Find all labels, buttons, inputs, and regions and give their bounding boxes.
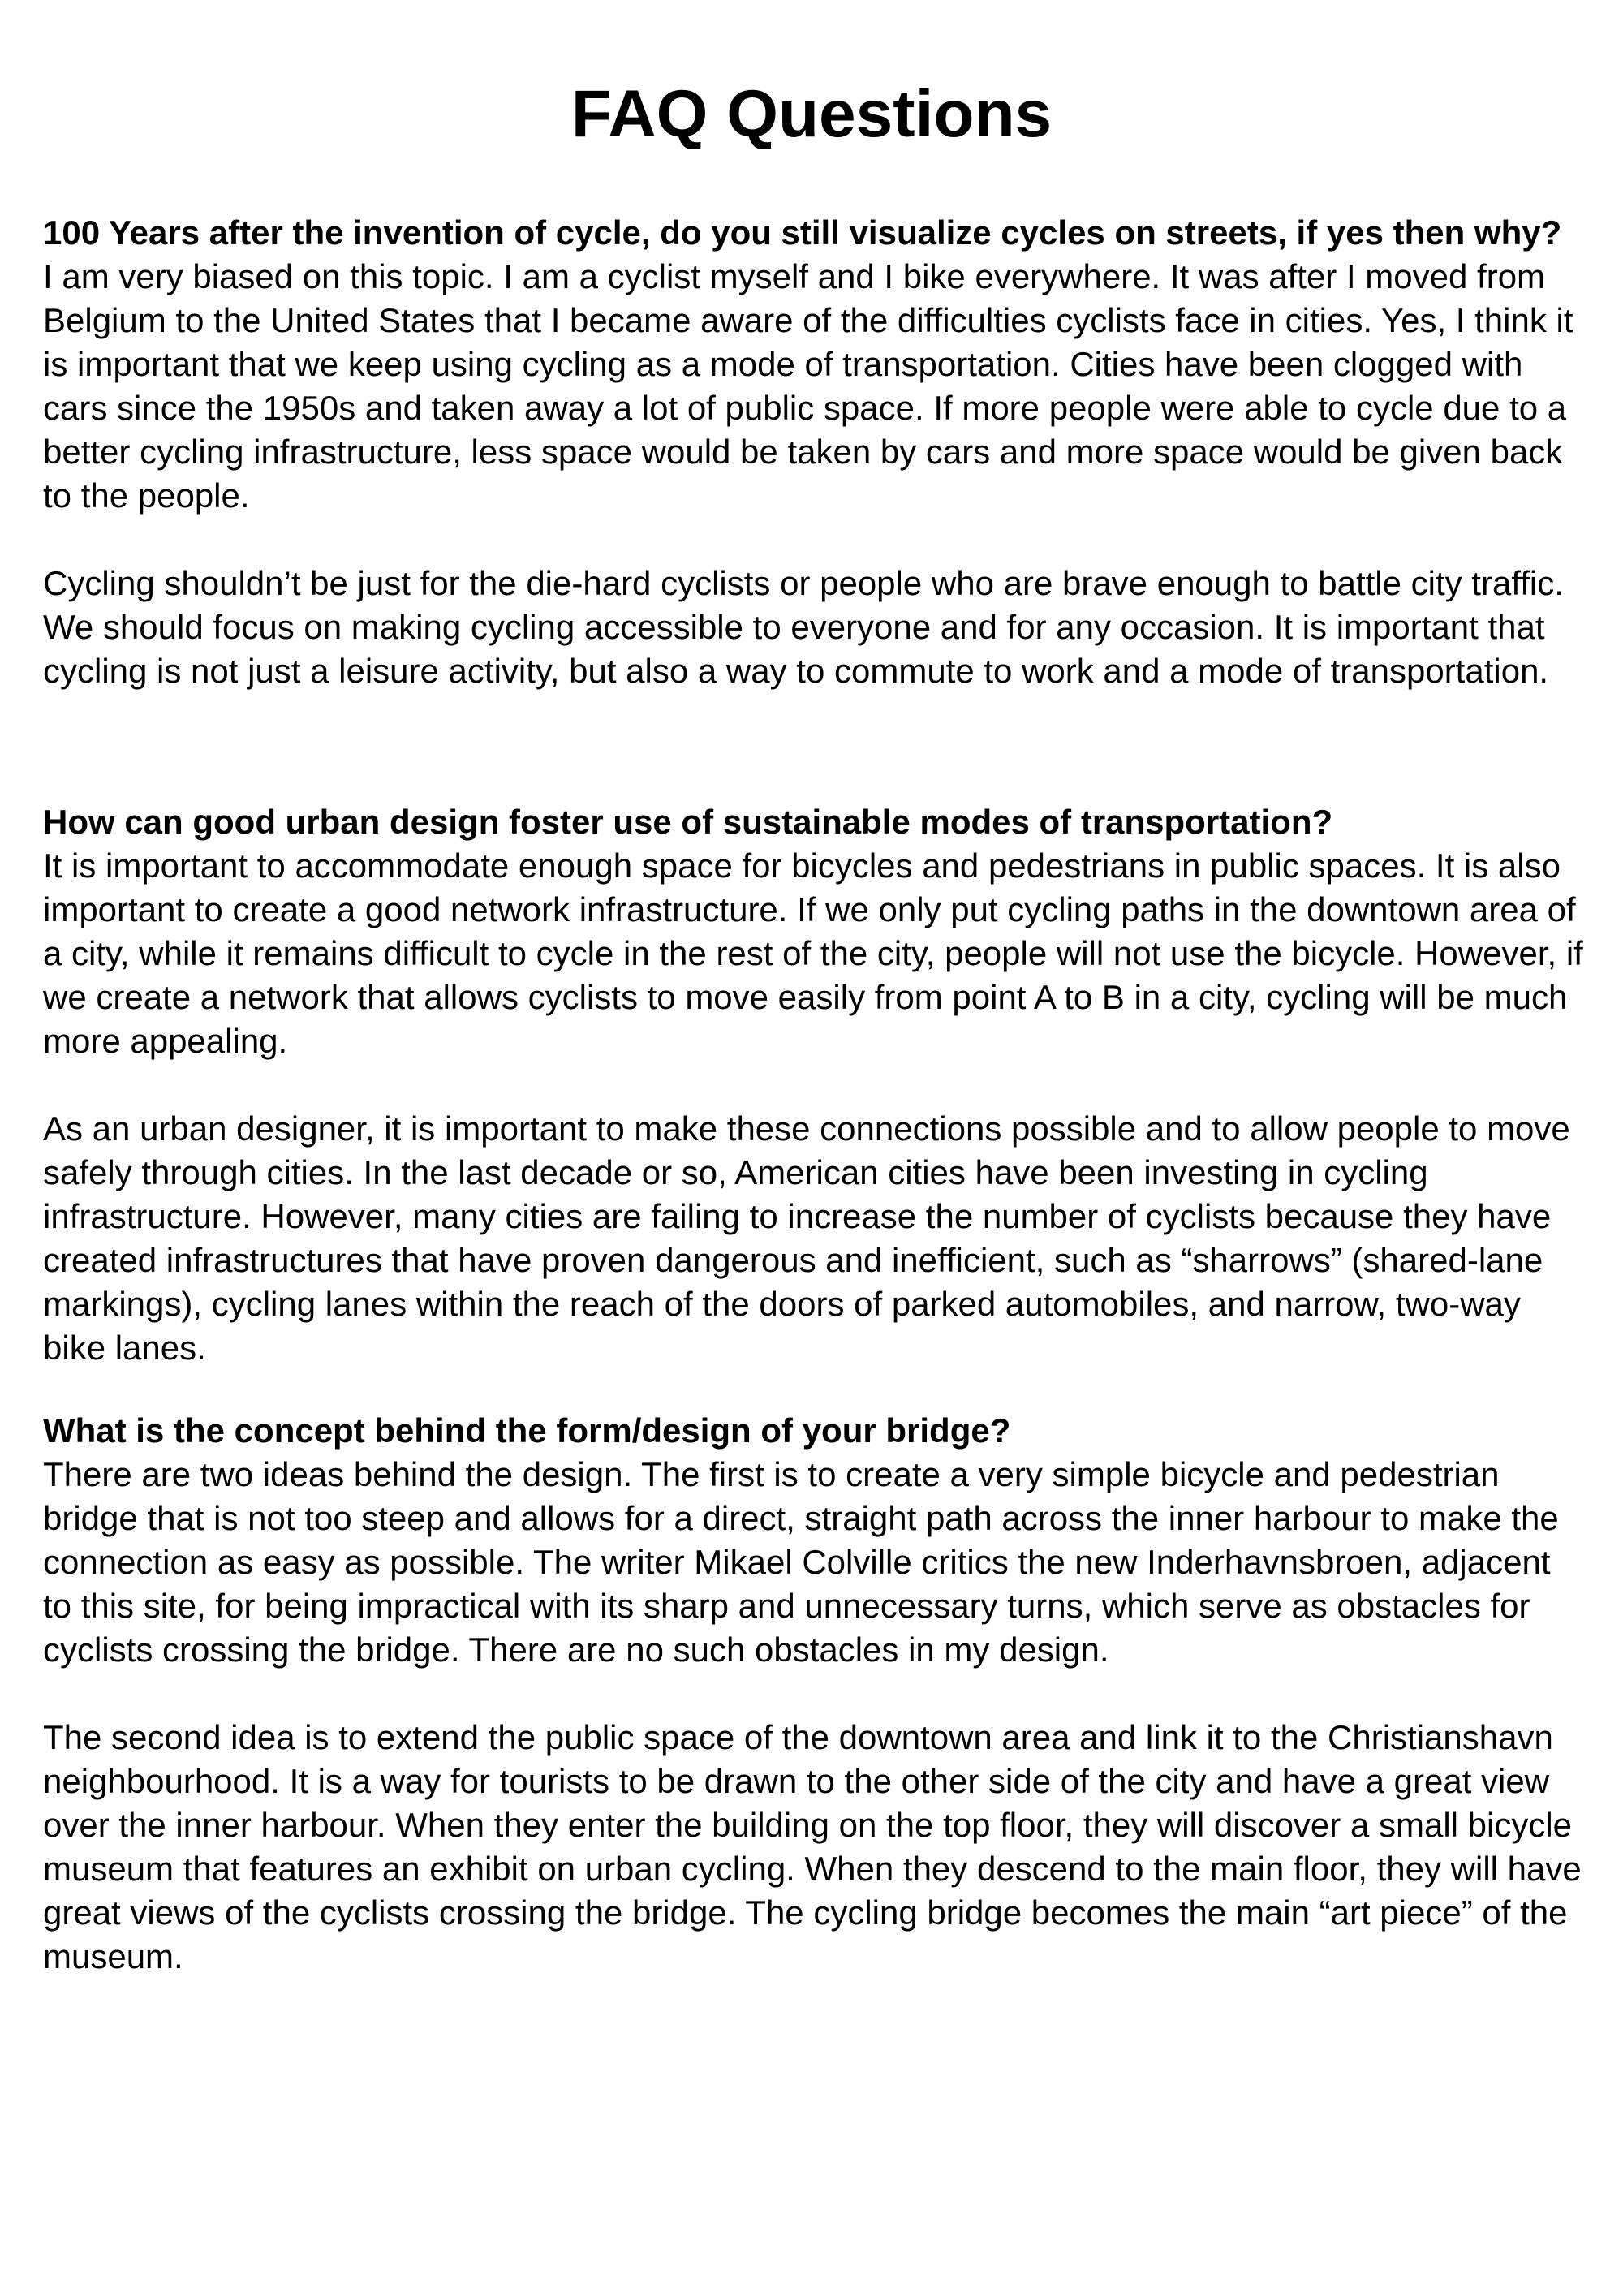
faq-item — [43, 211, 1585, 693]
faq-answer-paragraph: Cycling shouldn’t be just for the die-hard cyclists or people who are brave enough to battle city traffic. We should focus on making cycling accessible to everyone and for any occasion. It is important that cycling is not just a leisure activity, but also a way to commute to work and a mode of transportation. — [43, 564, 1564, 690]
faq-answer-paragraph: The second idea is to extend the public space of the downtown area and link it to the Christianshavn neighbourhood. It is a way for tourists to be drawn to the other side of the city and have a great view over the inner harbour. When they enter the building on the top floor, they will discover a small bicycle museum that features an exhibit on urban cycling. When they descend to the main floor, they will have great views of the cyclists crossing the bridge. The cycling bridge becomes the main “art piece” of the museum. — [43, 1718, 1582, 1975]
faq-question: How can good urban design foster use of sustainable modes of transportation? — [43, 803, 1333, 841]
faq-item — [43, 1409, 1585, 1979]
faq-question: What is the concept behind the form/design of your bridge? — [43, 1411, 1011, 1450]
faq-answer-paragraph: As an urban designer, it is important to make these connections possible and to allow people to move safely through cities. In the last decade or so, American cities have been investing in cycling infrastructure. However, many cities are failing to increase the number of cyclists because they have created infrastructures that have proven dangerous and inefficient, such as “sharrows” (shared-lane markings), cycling lanes within the reach of the doors of parked automobiles, and narrow, two-way bike lanes. — [43, 1109, 1570, 1367]
page-title: FAQ Questions — [570, 77, 1053, 151]
paragraph-spacer — [43, 1063, 1585, 1107]
faq-item — [43, 800, 1585, 1370]
faq-answer-paragraph: I am very biased on this topic. I am a cyclist myself and I bike everywhere. It was after I moved from Belgium to the United States that I became aware of the difficulties cyclists face in cities. Yes, I think it is important that we keep using cycling as a mode of transportation. Cities have been clogged with cars since the 1950s and taken away a lot of public space. If more people were able to cycle due to a better cycling infrastructure, less space would be taken by cars and more space would be given back to the people. — [43, 257, 1573, 515]
faq-question: 100 Years after the invention of cycle, do you still visualize cycles on streets, if yes then why? — [43, 213, 1562, 252]
paragraph-spacer — [43, 518, 1585, 562]
faq-answer-paragraph: It is important to accommodate enough space for bicycles and pedestrians in public spaces. It is also important to create a good network infrastructure. If we only put cycling paths in the downtown area of a city, while it remains difficult to cycle in the rest of the city, people will not use the bicycle. However, if we create a network that allows cyclists to move easily from point A to B in a city, cycling will be much more appealing. — [43, 846, 1583, 1060]
paragraph-spacer — [43, 1672, 1585, 1716]
faq-answer-paragraph: There are two ideas behind the design. The first is to create a very simple bicycle and pedestrian bridge that is not too steep and allows for a direct, straight path across the inner harbour to make the connection as easy as possible. The writer Mikael Colville critics the new Inderhavnsbroen, adjacent to this site, for being impractical with its sharp and unnecessary turns, which serve as obstacles for cyclists crossing the bridge. There are no such obstacles in my design. — [43, 1455, 1559, 1669]
